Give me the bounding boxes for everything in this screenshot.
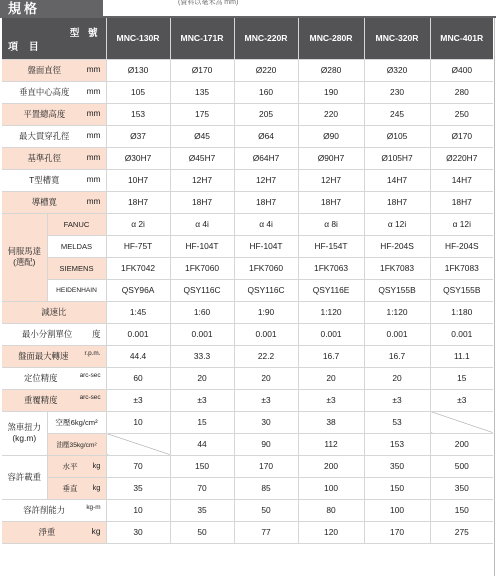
spec-value: 350 bbox=[364, 455, 430, 477]
units-note: (資料以毫米為 mm) bbox=[178, 0, 239, 6]
spec-value: ±3 bbox=[430, 389, 493, 411]
spec-value: 44.4 bbox=[106, 345, 170, 367]
spec-value: Ø220 bbox=[234, 59, 298, 81]
spec-value: ±3 bbox=[298, 389, 364, 411]
spec-value: 10 bbox=[106, 499, 170, 521]
spec-value: HF-204S bbox=[430, 235, 493, 257]
row-disk-diameter bbox=[2, 59, 493, 81]
spec-value: 70 bbox=[106, 455, 170, 477]
corner-cell bbox=[2, 18, 106, 59]
spec-value: 150 bbox=[430, 499, 493, 521]
spec-value: 18H7 bbox=[430, 191, 493, 213]
spec-value: 100 bbox=[364, 499, 430, 521]
row-repeatability bbox=[2, 389, 493, 411]
row-net-weight bbox=[2, 521, 493, 543]
row-positioning-accuracy bbox=[2, 367, 493, 389]
spec-value: Ø30H7 bbox=[106, 147, 170, 169]
row-label: 盤面直徑 mm bbox=[2, 59, 106, 81]
spec-value: 16.7 bbox=[364, 345, 430, 367]
spec-value: α 12i bbox=[364, 213, 430, 235]
spec-value: 190 bbox=[298, 81, 364, 103]
spec-value: α 4i bbox=[234, 213, 298, 235]
row-label: 導槽寬 mm bbox=[2, 191, 106, 213]
spec-value: Ø90H7 bbox=[298, 147, 364, 169]
unit-label: mm bbox=[86, 174, 101, 184]
unit-label: 度 bbox=[92, 329, 101, 339]
spec-value: Ø45H7 bbox=[170, 147, 234, 169]
spec-value: 85 bbox=[234, 477, 298, 499]
spec-value: 1FK7060 bbox=[170, 257, 234, 279]
spec-value: 1FK7042 bbox=[106, 257, 170, 279]
spec-value: 175 bbox=[170, 103, 234, 125]
spec-value: HF-154T bbox=[298, 235, 364, 257]
spec-value: 11.1 bbox=[430, 345, 493, 367]
row-label: 定位精度 arc-sec bbox=[2, 367, 106, 389]
spec-value: Ø105 bbox=[364, 125, 430, 147]
spec-value: 35 bbox=[106, 477, 170, 499]
row-max-speed bbox=[2, 345, 493, 367]
model-header: MNC-220R bbox=[234, 18, 298, 59]
spec-value: Ø105H7 bbox=[364, 147, 430, 169]
model-header: MNC-320R bbox=[364, 18, 430, 59]
spec-value: 112 bbox=[298, 433, 364, 455]
spec-value: 10H7 bbox=[106, 169, 170, 191]
spec-value: 15 bbox=[170, 411, 234, 433]
row-reference-hole bbox=[2, 147, 493, 169]
spec-value: 220 bbox=[298, 103, 364, 125]
unit-label: kg-m bbox=[86, 504, 101, 511]
spec-value: HF-104T bbox=[170, 235, 234, 257]
unit-label: mm bbox=[86, 86, 101, 96]
spec-table bbox=[2, 18, 493, 544]
spec-value: ±3 bbox=[106, 389, 170, 411]
spec-value: 1:120 bbox=[364, 301, 430, 323]
spec-value: QSY116C bbox=[234, 279, 298, 301]
spec-value: α 2i bbox=[106, 213, 170, 235]
spec-value: ±3 bbox=[170, 389, 234, 411]
spec-value: 12H7 bbox=[234, 169, 298, 191]
servo-brand-label: SIEMENS bbox=[47, 257, 106, 279]
unit-label: arc-sec bbox=[79, 394, 101, 401]
spec-value: HF-204S bbox=[364, 235, 430, 257]
row-label: 盤面最大轉速 r.p.m. bbox=[2, 345, 106, 367]
spec-value: 245 bbox=[364, 103, 430, 125]
spec-value: HF-104T bbox=[234, 235, 298, 257]
row-label: 減速比 bbox=[2, 301, 106, 323]
not-applicable-cell bbox=[106, 433, 170, 455]
spec-value: 105 bbox=[106, 81, 170, 103]
spec-value: 20 bbox=[298, 367, 364, 389]
load-vertical-label: 垂直 kg bbox=[47, 477, 106, 499]
model-header: MNC-171R bbox=[170, 18, 234, 59]
section-title-tab: 規格 bbox=[0, 0, 103, 18]
spec-value: 205 bbox=[234, 103, 298, 125]
row-ratio bbox=[2, 301, 493, 323]
unit-label: mm bbox=[86, 130, 101, 140]
spec-value: α 12i bbox=[430, 213, 493, 235]
row-servo-meldas bbox=[2, 235, 493, 257]
unit-label: r.p.m. bbox=[84, 350, 101, 357]
spec-value: 1FK7060 bbox=[234, 257, 298, 279]
spec-value: 0.001 bbox=[234, 323, 298, 345]
row-servo-heidenhain bbox=[2, 279, 493, 301]
spec-value: 1FK7063 bbox=[298, 257, 364, 279]
spec-value: 30 bbox=[106, 521, 170, 543]
spec-value: 0.001 bbox=[430, 323, 493, 345]
spec-value: 150 bbox=[364, 477, 430, 499]
row-guide-slot-width bbox=[2, 191, 493, 213]
spec-value: 18H7 bbox=[298, 191, 364, 213]
header-row bbox=[2, 18, 493, 59]
unit-label: mm bbox=[86, 64, 101, 74]
spec-value: 50 bbox=[170, 521, 234, 543]
servo-group-label: 伺服馬達 (選配) bbox=[2, 213, 47, 301]
unit-label: mm bbox=[86, 196, 101, 206]
spec-value: 18H7 bbox=[234, 191, 298, 213]
clamp-air-label: 空壓6kg/cm² bbox=[47, 411, 106, 433]
spec-value: 200 bbox=[430, 433, 493, 455]
spec-value: 1:120 bbox=[298, 301, 364, 323]
spec-value: QSY116C bbox=[170, 279, 234, 301]
row-vertical-center-height bbox=[2, 81, 493, 103]
spec-value: 12H7 bbox=[170, 169, 234, 191]
row-label: 淨重 kg bbox=[2, 521, 106, 543]
spec-value: 250 bbox=[430, 103, 493, 125]
spec-value: 20 bbox=[170, 367, 234, 389]
spec-value: 1:180 bbox=[430, 301, 493, 323]
spec-value: 33.3 bbox=[170, 345, 234, 367]
spec-value: 200 bbox=[298, 455, 364, 477]
spec-value: α 4i bbox=[170, 213, 234, 235]
row-load-vertical bbox=[2, 477, 493, 499]
unit-label: kg bbox=[92, 460, 101, 470]
model-heading: 型 號 bbox=[69, 28, 101, 39]
spec-value: ±3 bbox=[234, 389, 298, 411]
row-label: 平置總高度 mm bbox=[2, 103, 106, 125]
spec-value: 0.001 bbox=[364, 323, 430, 345]
spec-value: 10 bbox=[106, 411, 170, 433]
spec-value: 150 bbox=[170, 455, 234, 477]
spec-value: Ø220H7 bbox=[430, 147, 493, 169]
spec-value: 80 bbox=[298, 499, 364, 521]
row-servo-fanuc bbox=[2, 213, 493, 235]
row-min-increment bbox=[2, 323, 493, 345]
unit-label: mm bbox=[86, 152, 101, 162]
spec-value: 44 bbox=[170, 433, 234, 455]
row-label: 重覆精度 arc-sec bbox=[2, 389, 106, 411]
row-clamp-air bbox=[2, 411, 493, 433]
row-allowable-moment bbox=[2, 499, 493, 521]
row-label: 垂直中心高度 mm bbox=[2, 81, 106, 103]
spec-value: 100 bbox=[298, 477, 364, 499]
spec-value: 14H7 bbox=[430, 169, 493, 191]
spec-value: 30 bbox=[234, 411, 298, 433]
load-group-label: 容許載重 bbox=[2, 455, 47, 499]
spec-value: 275 bbox=[430, 521, 493, 543]
spec-value: Ø400 bbox=[430, 59, 493, 81]
spec-value: 70 bbox=[170, 477, 234, 499]
spec-value: Ø280 bbox=[298, 59, 364, 81]
spec-value: 50 bbox=[234, 499, 298, 521]
spec-value: 1:60 bbox=[170, 301, 234, 323]
spec-value: ±3 bbox=[364, 389, 430, 411]
unit-label: mm bbox=[86, 108, 101, 118]
spec-value: 160 bbox=[234, 81, 298, 103]
clamp-group-label: 煞車扭力 (kg.m) bbox=[2, 411, 47, 455]
servo-brand-label: FANUC bbox=[47, 213, 106, 235]
clamp-oil-label: 油壓35kg/cm² bbox=[47, 433, 106, 455]
spec-value: HF-75T bbox=[106, 235, 170, 257]
spec-value: QSY116E bbox=[298, 279, 364, 301]
load-horizontal-label: 水平 kg bbox=[47, 455, 106, 477]
spec-value: 280 bbox=[430, 81, 493, 103]
servo-brand-label: HEIDENHAIN bbox=[47, 279, 106, 301]
spec-value: 16.7 bbox=[298, 345, 364, 367]
spec-value: 18H7 bbox=[170, 191, 234, 213]
spec-value: 60 bbox=[106, 367, 170, 389]
unit-label: kg bbox=[92, 482, 101, 492]
spec-value: Ø90 bbox=[298, 125, 364, 147]
spec-value: Ø170 bbox=[170, 59, 234, 81]
row-t-slot-width bbox=[2, 169, 493, 191]
spec-value: 350 bbox=[430, 477, 493, 499]
spec-value: 14H7 bbox=[364, 169, 430, 191]
spec-value: 20 bbox=[364, 367, 430, 389]
spec-value: Ø130 bbox=[106, 59, 170, 81]
spec-value: α 8i bbox=[298, 213, 364, 235]
model-header: MNC-130R bbox=[106, 18, 170, 59]
row-label: 最小分割單位 度 bbox=[2, 323, 106, 345]
row-clamp-oil bbox=[2, 433, 493, 455]
row-label: 基準孔徑 mm bbox=[2, 147, 106, 169]
spec-value: Ø170 bbox=[430, 125, 493, 147]
spec-value: 18H7 bbox=[364, 191, 430, 213]
servo-brand-label: MELDAS bbox=[47, 235, 106, 257]
spec-value: 12H7 bbox=[298, 169, 364, 191]
row-servo-siemens bbox=[2, 257, 493, 279]
spec-value: 1FK7083 bbox=[430, 257, 493, 279]
spec-value: 38 bbox=[298, 411, 364, 433]
model-header: MNC-280R bbox=[298, 18, 364, 59]
row-label: T型槽寬 mm bbox=[2, 169, 106, 191]
unit-label: arc-sec bbox=[79, 372, 101, 379]
spec-value: 135 bbox=[170, 81, 234, 103]
row-label: 容許削能力 kg-m bbox=[2, 499, 106, 521]
row-label: 最大貫穿孔徑 mm bbox=[2, 125, 106, 147]
spec-value: QSY155B bbox=[430, 279, 493, 301]
spec-value: 0.001 bbox=[106, 323, 170, 345]
spec-value: QSY155B bbox=[364, 279, 430, 301]
spec-value: 90 bbox=[234, 433, 298, 455]
spec-value: 0.001 bbox=[298, 323, 364, 345]
spec-value: 153 bbox=[106, 103, 170, 125]
spec-value: 53 bbox=[364, 411, 430, 433]
spec-value: Ø64H7 bbox=[234, 147, 298, 169]
spec-value: 22.2 bbox=[234, 345, 298, 367]
spec-value: Ø64 bbox=[234, 125, 298, 147]
unit-label: kg bbox=[91, 526, 101, 536]
spec-value: 20 bbox=[234, 367, 298, 389]
spec-value: 120 bbox=[298, 521, 364, 543]
spec-value: 1FK7083 bbox=[364, 257, 430, 279]
spec-value: Ø37 bbox=[106, 125, 170, 147]
spec-value: 35 bbox=[170, 499, 234, 521]
item-heading: 項 目 bbox=[8, 41, 43, 53]
table-right-border bbox=[494, 18, 495, 576]
spec-value: 1:45 bbox=[106, 301, 170, 323]
spec-value: 230 bbox=[364, 81, 430, 103]
spec-value: Ø320 bbox=[364, 59, 430, 81]
spec-value: 0.001 bbox=[170, 323, 234, 345]
row-horizontal-total-height bbox=[2, 103, 493, 125]
spec-value: 1:90 bbox=[234, 301, 298, 323]
spec-value: Ø45 bbox=[170, 125, 234, 147]
row-load-horizontal bbox=[2, 455, 493, 477]
spec-value: 500 bbox=[430, 455, 493, 477]
not-applicable-cell bbox=[430, 411, 493, 433]
spec-value: 15 bbox=[430, 367, 493, 389]
spec-value: 77 bbox=[234, 521, 298, 543]
model-header: MNC-401R bbox=[430, 18, 493, 59]
spec-value: 170 bbox=[364, 521, 430, 543]
spec-value: 153 bbox=[364, 433, 430, 455]
spec-value: 18H7 bbox=[106, 191, 170, 213]
row-max-through-hole bbox=[2, 125, 493, 147]
spec-value: QSY96A bbox=[106, 279, 170, 301]
spec-value: 170 bbox=[234, 455, 298, 477]
